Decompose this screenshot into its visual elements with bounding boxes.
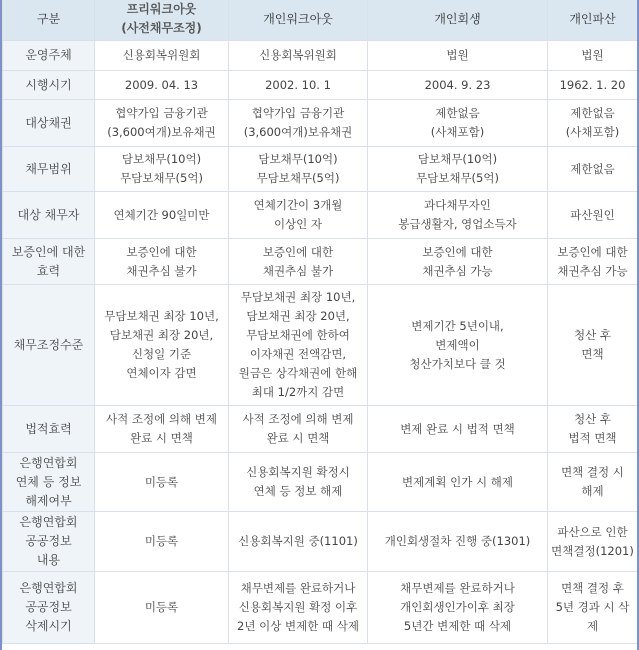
cell-free-workout xyxy=(95,239,229,285)
cell-text-line: 2년 이상 변제한 때 삭제 xyxy=(237,619,359,633)
cell-text-line: 면책 결정 후 xyxy=(561,581,624,595)
cell-text-line: 면책 결정 시 xyxy=(561,465,624,479)
cell-text-line: 청산 후 xyxy=(574,412,611,426)
cell-text-line: 무담보채권 최장 10년, xyxy=(240,290,356,304)
cell-text-line: 개인회생절차 진행 중(1301) xyxy=(384,534,531,548)
cell-text-line: 청산 후 xyxy=(574,328,611,342)
table-row xyxy=(3,406,638,453)
cell-free-workout xyxy=(95,147,229,192)
row-label-line: 대상채권 xyxy=(25,115,72,130)
cell-text-line: 변제기간 5년이내, xyxy=(411,318,504,333)
header-category: 구분 xyxy=(3,0,95,41)
cell-text-line: 이상인 자 xyxy=(273,217,323,231)
cell-text-line: 면책결정(1201) xyxy=(551,543,634,558)
cell-personal-bankruptcy xyxy=(548,239,638,285)
header-personal-bankruptcy: 개인파산 xyxy=(548,0,638,41)
cell-text-line: 담보채권 최장 20년, xyxy=(109,328,214,342)
cell-text-line: 신용회복지원 확정 이후 xyxy=(238,600,358,614)
header-free-workout-line1: 프리워크아웃 xyxy=(126,2,197,16)
row-label-line: 은행연합회 xyxy=(19,581,78,595)
cell-personal-workout xyxy=(229,147,368,192)
cell-text-line: 담보채무(10억) xyxy=(417,152,498,166)
table-header-row xyxy=(3,0,638,41)
table-row xyxy=(3,512,638,572)
table-row xyxy=(3,239,638,285)
cell-text-line: 담보채무(10억) xyxy=(121,152,202,166)
cell-text-line: 신청일 기준 xyxy=(131,347,192,361)
cell-text-line: 채권추심 불가 xyxy=(262,263,334,278)
row-label xyxy=(3,406,95,453)
cell-personal-workout xyxy=(229,285,368,406)
row-label-line: 효력 xyxy=(36,263,61,278)
cell-text-line: 미등록 xyxy=(144,534,179,548)
row-label-line: 은행연합회 xyxy=(19,515,78,529)
cell-free-workout xyxy=(95,192,229,239)
table-row xyxy=(3,453,638,512)
cell-text-line: 채권추심 불가 xyxy=(126,263,197,278)
cell-text-line: 변제액이 xyxy=(435,337,480,352)
cell-free-workout xyxy=(95,285,229,406)
cell-text-line: 연체기간 90일미만 xyxy=(113,207,210,222)
cell-text-line: 2009. 04. 13 xyxy=(124,77,199,92)
row-label-line: 운영주체 xyxy=(25,48,72,62)
cell-text-line: (사채포함) xyxy=(565,125,620,139)
row-label xyxy=(3,192,95,239)
cell-text-line: 제한없음 xyxy=(570,106,615,120)
cell-text-line: (사채포함) xyxy=(430,125,485,139)
cell-free-workout xyxy=(95,512,229,572)
cell-personal-workout xyxy=(229,71,368,100)
cell-text-line: 완료 시 면책 xyxy=(130,431,193,445)
cell-text-line: 법원 xyxy=(446,48,469,62)
cell-personal-bankruptcy xyxy=(548,100,638,147)
cell-personal-rehab xyxy=(368,285,548,406)
cell-free-workout xyxy=(95,453,229,512)
cell-personal-workout xyxy=(229,192,368,239)
header-free-workout-line2: (사전채무조정) xyxy=(121,21,202,35)
row-label xyxy=(3,41,95,71)
cell-text-line: 협약가입 금융기관 xyxy=(251,106,345,120)
cell-text-line: 5년 경과 시 삭 xyxy=(555,600,630,614)
cell-text-line: 채권추심 가능 xyxy=(557,263,628,278)
row-label-line: 삭제시기 xyxy=(25,619,72,633)
row-label xyxy=(3,147,95,192)
cell-personal-rehab xyxy=(368,453,548,512)
cell-text-line: 보증인에 대한 xyxy=(557,244,628,259)
cell-text-line: 연체이자 감면 xyxy=(126,366,197,380)
cell-text-line: 무담보채권에 한하여 xyxy=(246,328,350,342)
cell-text-line: 제 xyxy=(586,619,599,633)
row-label-line: 공공정보 xyxy=(25,534,72,548)
row-label-line: 은행연합회 xyxy=(19,455,78,470)
cell-text-line: 협약가입 금융기관 xyxy=(115,106,208,120)
cell-text-line: 보증인에 대한 xyxy=(126,244,197,259)
row-label-line: 대상 채무자 xyxy=(17,207,80,222)
cell-personal-workout xyxy=(229,572,368,644)
cell-personal-bankruptcy xyxy=(548,71,638,100)
cell-text-line: 미등록 xyxy=(144,600,179,614)
table-body xyxy=(3,41,638,644)
cell-text-line: 무담보채권 최장 10년, xyxy=(104,309,219,323)
cell-text-line: 미등록 xyxy=(144,474,179,489)
cell-text-line: 보증인에 대한 xyxy=(262,244,334,259)
cell-personal-workout xyxy=(229,512,368,572)
cell-text-line: 담보채권 최장 20년, xyxy=(246,309,350,323)
cell-personal-rehab xyxy=(368,147,548,192)
row-label-line: 채무범위 xyxy=(25,161,72,176)
cell-text-line: (3,600여개)보유채권 xyxy=(243,125,353,139)
cell-text-line: (3,600여개)보유채권 xyxy=(107,125,216,139)
cell-personal-rehab xyxy=(368,41,548,71)
cell-text-line: 사적 조정에 의해 변제 xyxy=(106,412,217,426)
cell-text-line: 신용회복지원 확정시 xyxy=(246,465,350,479)
row-label xyxy=(3,71,95,100)
cell-text-line: 봉급생활자, 영업소득자 xyxy=(398,217,517,231)
cell-personal-workout xyxy=(229,41,368,71)
cell-personal-bankruptcy xyxy=(548,406,638,453)
cell-free-workout xyxy=(95,71,229,100)
cell-text-line: 5년간 변제한 때 삭제 xyxy=(403,619,512,633)
cell-text-line: 2004. 9. 23 xyxy=(424,77,491,92)
row-label-line: 내용 xyxy=(36,553,61,567)
cell-text-line: 무담보채무(5억) xyxy=(120,171,203,185)
cell-text-line: 제한없음 xyxy=(570,161,615,176)
cell-personal-bankruptcy xyxy=(548,147,638,192)
row-label-line: 보증인에 대한 xyxy=(11,244,86,259)
table-row xyxy=(3,192,638,239)
cell-text-line: 파산으로 인한 xyxy=(557,524,628,539)
row-label-line: 연체 등 정보 xyxy=(15,474,82,489)
cell-personal-rehab xyxy=(368,406,548,453)
cell-free-workout xyxy=(95,100,229,147)
cell-text-line: 완료 시 면책 xyxy=(266,431,330,445)
row-label-line: 해제여부 xyxy=(25,493,72,508)
cell-text-line: 개인회생인가이후 최장 xyxy=(400,600,515,614)
cell-personal-rehab xyxy=(368,71,548,100)
cell-text-line: 해제 xyxy=(581,484,604,498)
cell-personal-workout xyxy=(229,239,368,285)
cell-text-line: 과다채무자인 xyxy=(424,198,491,212)
cell-personal-bankruptcy xyxy=(548,285,638,406)
cell-text-line: 변제 완료 시 법적 면책 xyxy=(400,421,515,436)
cell-text-line: 2002. 10. 1 xyxy=(265,77,331,92)
row-label xyxy=(3,453,95,512)
row-label xyxy=(3,285,95,406)
cell-text-line: 채무변제를 완료하거나 xyxy=(240,581,356,595)
cell-personal-bankruptcy xyxy=(548,41,638,71)
cell-text-line: 신용회복위원회 xyxy=(259,48,337,62)
cell-text-line: 무담보채무(5억) xyxy=(416,171,499,185)
cell-text-line: 변제계획 인가 시 해제 xyxy=(402,474,513,489)
row-label xyxy=(3,239,95,285)
table-row xyxy=(3,285,638,406)
cell-text-line: 보증인에 대한 xyxy=(422,244,493,259)
row-label xyxy=(3,572,95,644)
table-row xyxy=(3,41,638,71)
cell-personal-rehab xyxy=(368,100,548,147)
cell-personal-rehab xyxy=(368,192,548,239)
cell-personal-bankruptcy xyxy=(548,512,638,572)
cell-text-line: 제한없음 xyxy=(435,106,480,120)
cell-text-line: 이자채권 전액감면, xyxy=(249,347,347,361)
row-label xyxy=(3,100,95,147)
cell-text-line: 파산원인 xyxy=(570,207,615,222)
cell-text-line: 원금은 상각채권에 한해 xyxy=(238,366,358,380)
cell-text-line: 청산가치보다 클 것 xyxy=(409,356,506,371)
cell-text-line: 무담보채무(5억) xyxy=(256,171,340,185)
cell-text-line: 신용회복지원 중(1101) xyxy=(238,534,358,548)
cell-free-workout xyxy=(95,572,229,644)
cell-personal-rehab xyxy=(368,512,548,572)
cell-text-line: 최대 1/2까지 감면 xyxy=(251,385,345,399)
cell-personal-rehab xyxy=(368,572,548,644)
cell-personal-workout xyxy=(229,453,368,512)
table-row xyxy=(3,71,638,100)
table-row xyxy=(3,572,638,644)
cell-text-line: 신용회복위원회 xyxy=(122,48,201,62)
table-row xyxy=(3,147,638,192)
cell-personal-rehab xyxy=(368,239,548,285)
row-label-line: 공공정보 xyxy=(25,600,72,614)
cell-text-line: 연체기간이 3개월 xyxy=(253,198,343,212)
row-label-line: 법적효력 xyxy=(25,421,72,436)
cell-text-line: 1962. 1. 20 xyxy=(559,77,626,92)
cell-text-line: 면책 xyxy=(581,347,604,361)
row-label-line: 시행시기 xyxy=(25,77,72,92)
header-personal-rehab: 개인회생 xyxy=(368,0,548,41)
cell-text-line: 채무변제를 완료하거나 xyxy=(400,581,515,595)
cell-text-line: 채권추심 가능 xyxy=(422,263,493,278)
header-free-workout xyxy=(95,0,229,41)
cell-personal-bankruptcy xyxy=(548,572,638,644)
row-label-line: 채무조정수준 xyxy=(13,337,84,352)
cell-free-workout xyxy=(95,406,229,453)
cell-free-workout xyxy=(95,41,229,71)
row-label xyxy=(3,512,95,572)
cell-personal-bankruptcy xyxy=(548,453,638,512)
debt-relief-comparison-table xyxy=(2,0,638,644)
cell-text-line: 담보채무(10억) xyxy=(258,152,338,166)
cell-text-line: 법적 면책 xyxy=(568,431,617,445)
header-personal-workout: 개인워크아웃 xyxy=(229,0,368,41)
cell-text-line: 연체 등 정보 해제 xyxy=(253,484,343,498)
cell-text-line: 법원 xyxy=(581,48,604,62)
cell-personal-workout xyxy=(229,406,368,453)
cell-personal-workout xyxy=(229,100,368,147)
cell-text-line: 사적 조정에 의해 변제 xyxy=(242,412,354,426)
cell-personal-bankruptcy xyxy=(548,192,638,239)
table-row xyxy=(3,100,638,147)
